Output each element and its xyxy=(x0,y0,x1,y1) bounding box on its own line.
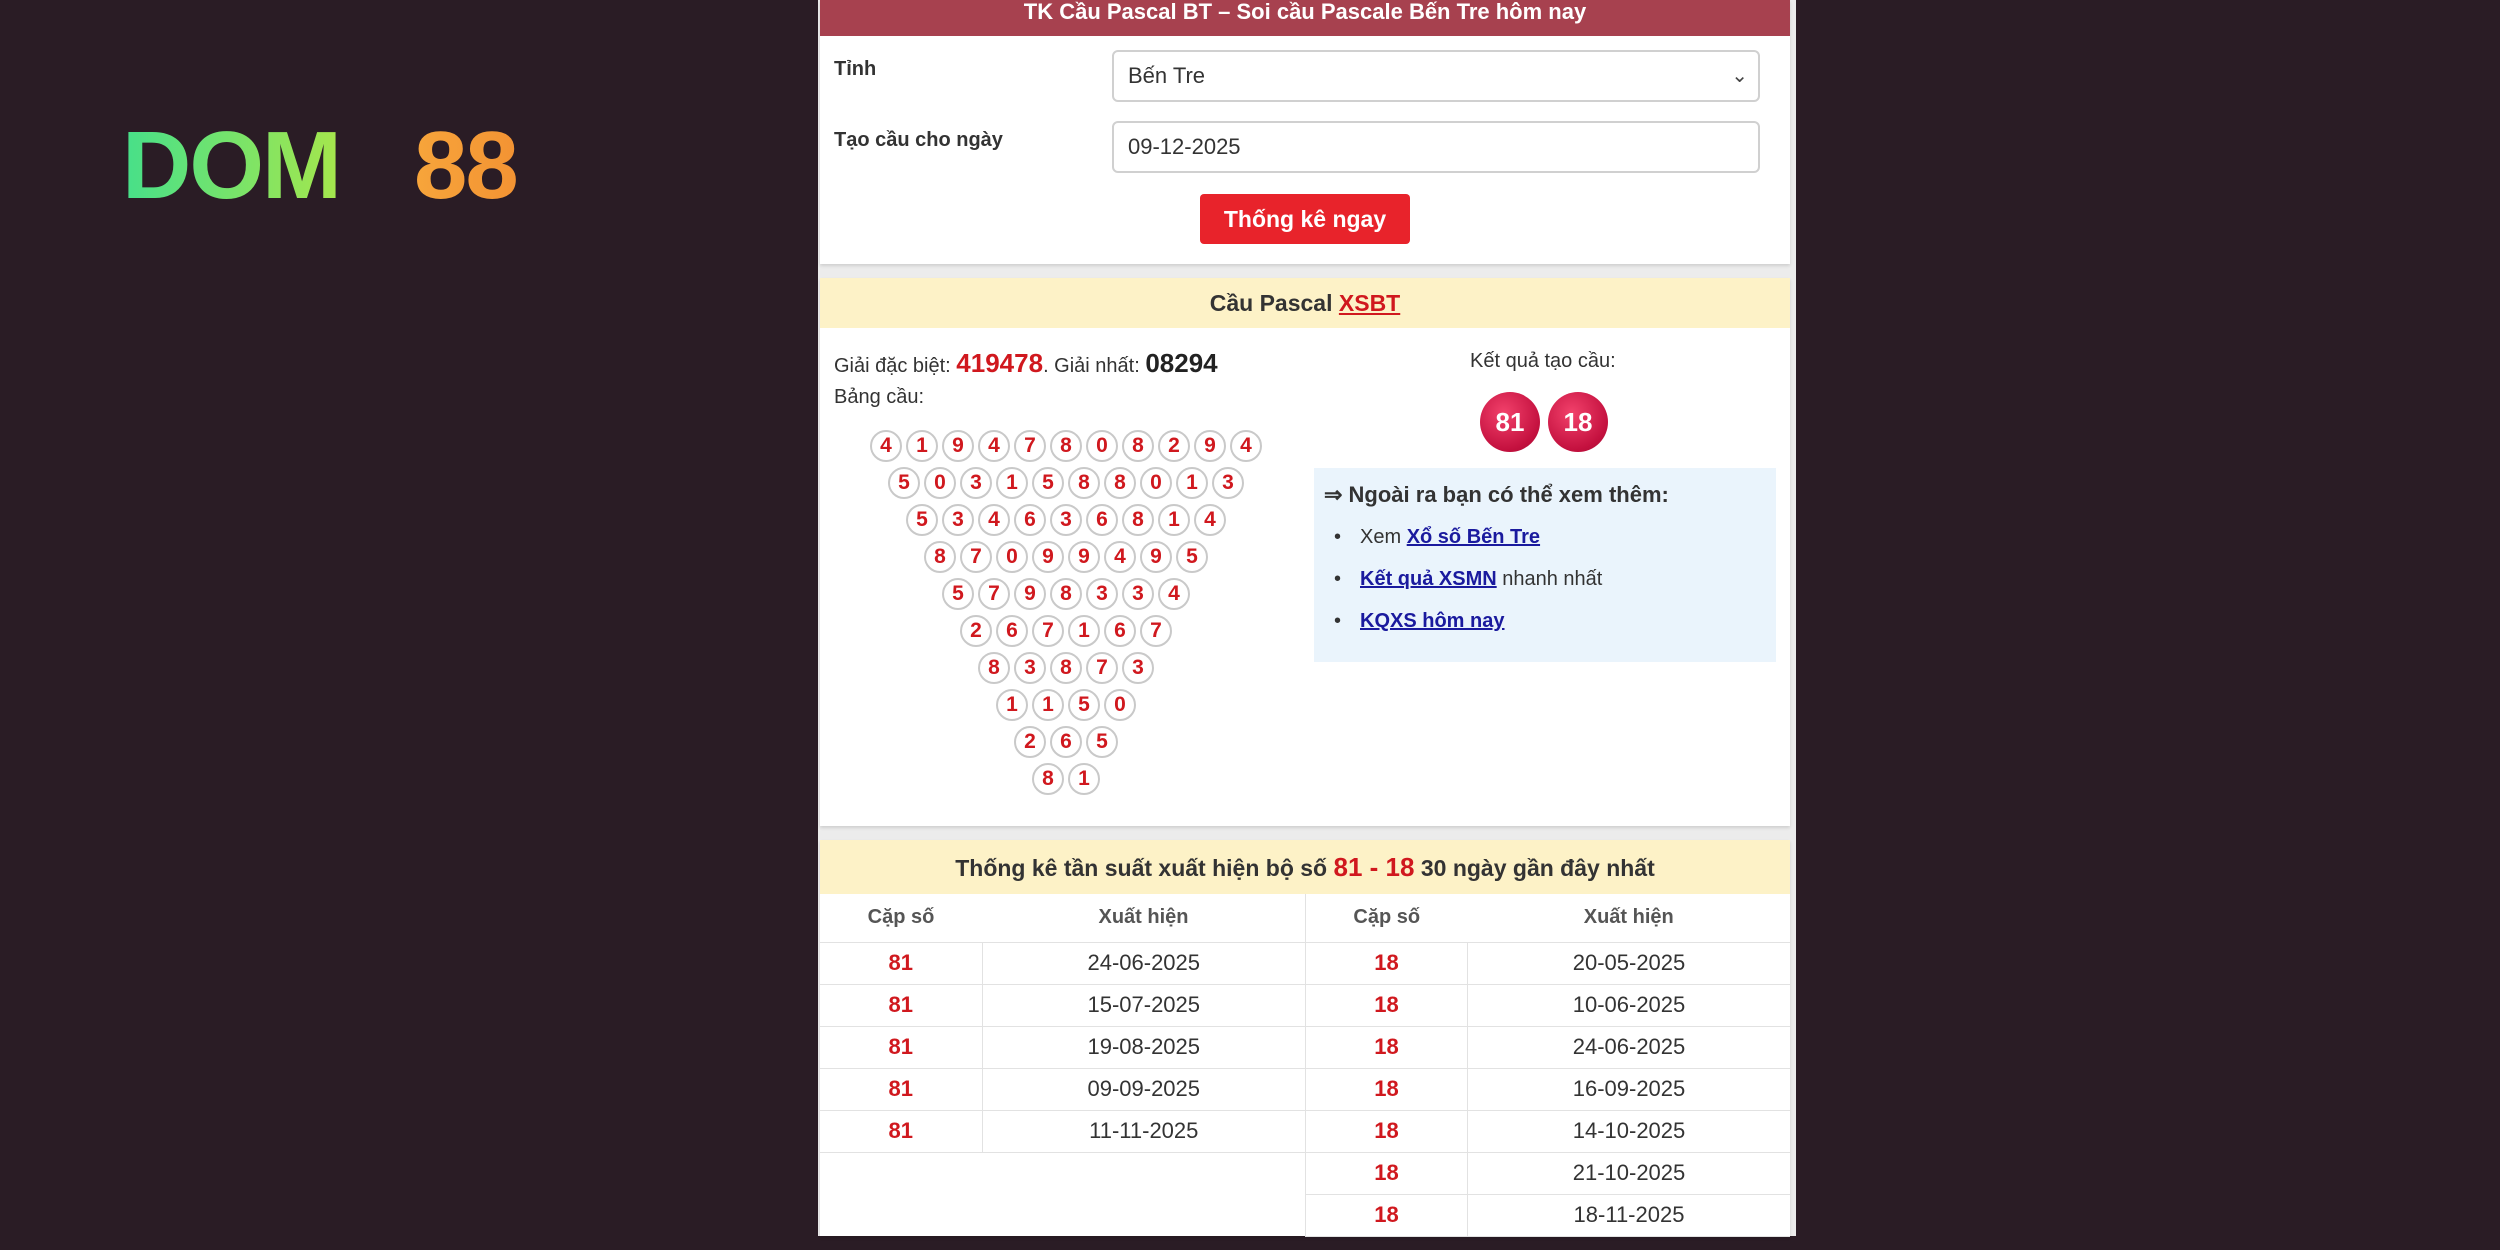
frequency-table-left xyxy=(820,894,1305,1237)
table-row xyxy=(820,1068,1305,1110)
empty-cell xyxy=(982,1152,1305,1194)
table-row xyxy=(820,1152,1305,1194)
frequency-heading xyxy=(820,840,1790,894)
triangle-cell: 7 xyxy=(1140,615,1172,647)
triangle-cell: 9 xyxy=(942,430,974,462)
frequency-tables xyxy=(820,894,1790,1237)
triangle-cell: 4 xyxy=(870,430,902,462)
triangle-row xyxy=(996,689,1140,721)
date-cell: 10-06-2025 xyxy=(1468,984,1791,1026)
empty-cell xyxy=(982,1194,1305,1236)
triangle-row xyxy=(978,652,1158,684)
submit-stat-button[interactable]: Thống kê ngay xyxy=(1200,194,1410,244)
triangle-cell: 4 xyxy=(1104,541,1136,573)
table-row xyxy=(820,984,1305,1026)
triangle-cell: 5 xyxy=(1068,689,1100,721)
table-row xyxy=(1306,1110,1791,1152)
triangle-cell: 1 xyxy=(906,430,938,462)
triangle-cell: 3 xyxy=(1122,652,1154,684)
triangle-cell: 8 xyxy=(1050,430,1082,462)
frequency-table-right xyxy=(1305,894,1790,1237)
triangle-cell: 3 xyxy=(1050,504,1082,536)
triangle-cell: 9 xyxy=(1068,541,1100,573)
triangle-cell: 8 xyxy=(1050,652,1082,684)
dom88-logo[interactable] xyxy=(122,118,542,208)
triangle-cell: 5 xyxy=(1086,726,1118,758)
triangle-row xyxy=(924,541,1212,573)
triangle-cell: 7 xyxy=(1014,430,1046,462)
triangle-cell: 4 xyxy=(978,504,1010,536)
pair-cell: 18 xyxy=(1306,942,1468,984)
pascal-result-card xyxy=(820,278,1790,826)
see-more-list xyxy=(1324,526,1766,633)
first-prize-value: 08294 xyxy=(1145,348,1218,378)
triangle-cell: 9 xyxy=(1032,541,1064,573)
triangle-cell: 4 xyxy=(1194,504,1226,536)
date-cell: 16-09-2025 xyxy=(1468,1068,1791,1110)
province-select[interactable] xyxy=(1112,50,1760,102)
result-ball: 81 xyxy=(1480,392,1540,452)
table-row xyxy=(820,1026,1305,1068)
table-row xyxy=(1306,1194,1791,1236)
triangle-cell: 2 xyxy=(960,615,992,647)
date-cell: 18-11-2025 xyxy=(1468,1194,1791,1236)
triangle-cell: 0 xyxy=(1140,467,1172,499)
table-row xyxy=(1306,1026,1791,1068)
empty-cell xyxy=(820,1194,982,1236)
pair-cell: 18 xyxy=(1306,1110,1468,1152)
frequency-heading-nums: 81 - 18 xyxy=(1333,852,1415,882)
triangle-cell: 0 xyxy=(924,467,956,499)
pair-cell: 18 xyxy=(1306,1152,1468,1194)
see-more-item xyxy=(1334,610,1766,633)
col-pair-header: Cặp số xyxy=(1306,894,1468,942)
triangle-cell: 8 xyxy=(1050,578,1082,610)
triangle-row xyxy=(942,578,1194,610)
triangle-cell: 6 xyxy=(1086,504,1118,536)
triangle-cell: 8 xyxy=(1032,763,1064,795)
triangle-row xyxy=(870,430,1266,462)
pair-cell: 81 xyxy=(820,942,982,984)
xsbt-link[interactable]: XSBT xyxy=(1338,290,1401,316)
main-column xyxy=(818,0,1796,1236)
date-cell: 20-05-2025 xyxy=(1468,942,1791,984)
triangle-cell: 7 xyxy=(960,541,992,573)
triangle-cell: 3 xyxy=(1086,578,1118,610)
triangle-cell: 3 xyxy=(1014,652,1046,684)
triangle-row xyxy=(1032,763,1104,795)
triangle-row xyxy=(888,467,1248,499)
table-row xyxy=(1306,984,1791,1026)
triangle-cell: 3 xyxy=(1122,578,1154,610)
pair-cell: 18 xyxy=(1306,1068,1468,1110)
date-row xyxy=(834,121,1760,173)
triangle-cell: 1 xyxy=(996,689,1028,721)
prize-line xyxy=(834,348,1218,379)
triangle-cell: 8 xyxy=(924,541,956,573)
table-row xyxy=(820,942,1305,984)
triangle-cell: 6 xyxy=(1014,504,1046,536)
triangle-cell: 1 xyxy=(1068,763,1100,795)
table-row xyxy=(820,1194,1305,1236)
triangle-cell: 3 xyxy=(1212,467,1244,499)
triangle-cell: 6 xyxy=(996,615,1028,647)
see-more-box xyxy=(1314,468,1776,662)
triangle-cell: 0 xyxy=(1086,430,1118,462)
special-prize-value: 419478 xyxy=(956,348,1044,378)
pascal-heading-text: Cầu Pascal xyxy=(1209,290,1339,316)
triangle-cell: 4 xyxy=(1230,430,1262,462)
triangle-cell: 3 xyxy=(960,467,992,499)
triangle-cell: 9 xyxy=(1194,430,1226,462)
triangle-cell: 9 xyxy=(1140,541,1172,573)
triangle-row xyxy=(1014,726,1122,758)
triangle-cell: 5 xyxy=(888,467,920,499)
form-title: TK Cầu Pascal BT – Soi cầu Pascale Bến Tre hôm nay xyxy=(820,0,1790,36)
triangle-cell: 7 xyxy=(1086,652,1118,684)
pair-cell: 81 xyxy=(820,1068,982,1110)
table-row xyxy=(1306,1152,1791,1194)
empty-cell xyxy=(820,1152,982,1194)
frequency-heading-suffix: 30 ngày gần đây nhất xyxy=(1414,855,1655,881)
pair-cell: 81 xyxy=(820,1026,982,1068)
triangle-cell: 8 xyxy=(1068,467,1100,499)
table-row xyxy=(1306,942,1791,984)
see-more-item xyxy=(1334,526,1766,549)
triangle-cell: 8 xyxy=(1122,504,1154,536)
logo-text-right: 88 xyxy=(414,118,517,208)
pair-cell: 18 xyxy=(1306,984,1468,1026)
special-prize-label: Giải đặc biệt: xyxy=(834,355,957,377)
triangle-cell: 0 xyxy=(996,541,1028,573)
frequency-heading-prefix: Thống kê tần suất xuất hiện bộ số xyxy=(955,855,1334,881)
triangle-cell: 5 xyxy=(1032,467,1064,499)
pair-cell: 18 xyxy=(1306,1194,1468,1236)
kqxs-hom-nay-link[interactable]: KQXS hôm nay xyxy=(1360,610,1505,632)
triangle-cell: 1 xyxy=(1032,689,1064,721)
triangle-cell: 1 xyxy=(1158,504,1190,536)
triangle-cell: 1 xyxy=(996,467,1028,499)
triangle-cell: 8 xyxy=(1104,467,1136,499)
date-input[interactable]: 09-12-2025 xyxy=(1112,121,1760,173)
triangle-cell: 7 xyxy=(1032,615,1064,647)
date-cell: 24-06-2025 xyxy=(982,942,1305,984)
province-label: Tỉnh xyxy=(834,58,877,80)
triangle-cell: 9 xyxy=(1014,578,1046,610)
see-more-suffix: nhanh nhất xyxy=(1496,568,1603,590)
triangle-cell: 4 xyxy=(978,430,1010,462)
pair-cell: 18 xyxy=(1306,1026,1468,1068)
province-row xyxy=(834,50,1760,102)
date-cell: 21-10-2025 xyxy=(1468,1152,1791,1194)
triangle-cell: 4 xyxy=(1158,578,1190,610)
xo-so-ben-tre-link[interactable]: Xổ số Bến Tre xyxy=(1406,526,1541,548)
triangle-cell: 8 xyxy=(978,652,1010,684)
logo-graphic xyxy=(122,118,542,208)
table-row xyxy=(1306,1068,1791,1110)
triangle-cell: 8 xyxy=(1122,430,1154,462)
date-cell: 19-08-2025 xyxy=(982,1026,1305,1068)
triangle-cell: 3 xyxy=(942,504,974,536)
province-selected-value: Bến Tre xyxy=(1128,63,1206,88)
date-cell: 15-07-2025 xyxy=(982,984,1305,1026)
date-label: Tạo cầu cho ngày xyxy=(834,129,1003,151)
table-row xyxy=(820,1110,1305,1152)
pair-cell: 81 xyxy=(820,1110,982,1152)
pair-cell: 81 xyxy=(820,984,982,1026)
triangle-cell: 5 xyxy=(906,504,938,536)
triangle-row xyxy=(906,504,1230,536)
triangle-cell: 5 xyxy=(942,578,974,610)
result-label: Kết quả tạo cầu: xyxy=(1470,350,1616,372)
triangle-cell: 5 xyxy=(1176,541,1208,573)
triangle-cell: 1 xyxy=(1176,467,1208,499)
see-more-item xyxy=(1334,568,1766,591)
date-cell: 11-11-2025 xyxy=(982,1110,1305,1152)
col-pair-header: Cặp số xyxy=(820,894,982,942)
date-cell: 14-10-2025 xyxy=(1468,1110,1791,1152)
frequency-card xyxy=(820,840,1790,1236)
see-more-title: ⇒ Ngoài ra bạn có thể xem thêm: xyxy=(1324,482,1669,507)
triangle-cell: 1 xyxy=(1068,615,1100,647)
ket-qua-xsmn-link[interactable]: Kết quả XSMN xyxy=(1360,568,1497,590)
result-balls xyxy=(1480,392,1616,452)
triangle-cell: 6 xyxy=(1050,726,1082,758)
pascal-heading xyxy=(820,278,1790,328)
result-ball: 18 xyxy=(1548,392,1608,452)
triangle-row xyxy=(960,615,1176,647)
first-prize-label: . Giải nhất: xyxy=(1043,355,1146,377)
date-cell: 09-09-2025 xyxy=(982,1068,1305,1110)
pascal-table-label: Bảng cầu: xyxy=(834,386,925,408)
see-more-prefix: Xem xyxy=(1360,526,1407,548)
triangle-cell: 0 xyxy=(1104,689,1136,721)
col-date-header: Xuất hiện xyxy=(982,894,1305,942)
triangle-cell: 6 xyxy=(1104,615,1136,647)
triangle-cell: 7 xyxy=(978,578,1010,610)
col-date-header: Xuất hiện xyxy=(1468,894,1791,942)
triangle-cell: 2 xyxy=(1158,430,1190,462)
chevron-down-icon: ⌄ xyxy=(1731,65,1748,87)
pascal-form-card xyxy=(820,0,1790,264)
logo-text-left: DOM xyxy=(122,118,340,208)
date-cell: 24-06-2025 xyxy=(1468,1026,1791,1068)
triangle-cell: 2 xyxy=(1014,726,1046,758)
